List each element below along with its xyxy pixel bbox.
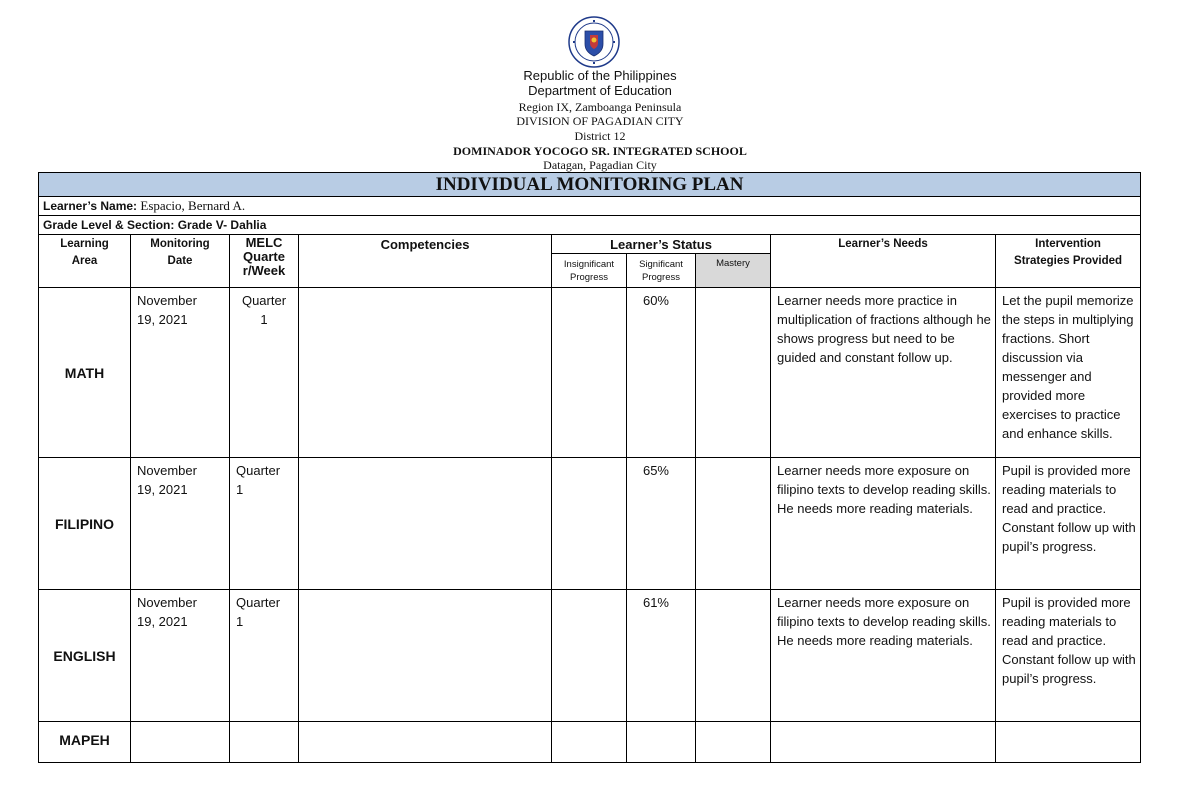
learners-needs-cell: Learner needs more practice in multiplication of fractions although he shows progress but need to be guided and constant follow up. [771, 288, 996, 458]
significant-cell: 61% [627, 590, 696, 722]
intervention-cell: Pupil is provided more reading materials to read and practice. Constant follow up with pupil’s progress. [996, 590, 1141, 722]
competencies-cell [299, 722, 552, 763]
deped-seal-icon [568, 16, 620, 68]
mastery-cell [696, 288, 771, 458]
table-row [39, 458, 1141, 590]
mastery-cell [696, 458, 771, 590]
monitoring-date-cell: November 19, 2021 [131, 590, 230, 722]
col-intervention: Intervention Strategies Provided [996, 235, 1141, 288]
mastery-cell [696, 590, 771, 722]
learners-needs-cell: Learner needs more exposure on filipino texts to develop reading skills. He needs more reading materials. [771, 458, 996, 590]
insignificant-cell [552, 590, 627, 722]
significant-cell [627, 722, 696, 763]
col-insignificant-progress: Insignificant Progress [552, 254, 627, 288]
significant-cell: 65% [627, 458, 696, 590]
col-mastery: Mastery [696, 254, 771, 288]
intervention-cell [996, 722, 1141, 763]
melc-cell: Quarter 1 [230, 458, 299, 590]
monitoring-plan-table [38, 172, 1141, 763]
country-line: Republic of the Philippines [523, 68, 677, 83]
learning-area-cell: ENGLISH [39, 590, 131, 722]
insignificant-cell [552, 288, 627, 458]
competencies-cell [299, 458, 552, 590]
col-learners-status: Learner’s Status [552, 235, 771, 254]
learner-name-value: Espacio, Bernard A. [140, 198, 246, 213]
grade-section-value: Grade V- Dahlia [177, 218, 267, 232]
school-address: Datagan, Pagadian City [543, 158, 657, 172]
learning-area-cell: MAPEH [39, 722, 131, 763]
learners-needs-cell: Learner needs more exposure on filipino texts to develop reading skills. He needs more reading materials. [771, 590, 996, 722]
learner-name-row [39, 197, 1141, 216]
table-row [39, 288, 1141, 458]
col-monitoring-date: Monitoring Date [131, 235, 230, 288]
col-learners-needs: Learner’s Needs [771, 235, 996, 288]
melc-cell: Quarter 1 [230, 288, 299, 458]
region-line: Region IX, Zamboanga Peninsula [518, 100, 682, 114]
col-significant-progress: Significant Progress [627, 254, 696, 288]
grade-section-label: Grade Level & Section: [43, 218, 175, 232]
school-name: DOMINADOR YOCOGO SR. INTEGRATED SCHOOL [453, 144, 747, 158]
competencies-cell [299, 590, 552, 722]
plan-title: INDIVIDUAL MONITORING PLAN [39, 173, 1141, 197]
learning-area-cell: FILIPINO [39, 458, 131, 590]
melc-cell: Quarter 1 [230, 590, 299, 722]
learner-name-label: Learner’s Name: [43, 199, 138, 213]
insignificant-cell [552, 722, 627, 763]
significant-cell: 60% [627, 288, 696, 458]
table-row [39, 722, 1141, 763]
learning-area-cell: MATH [39, 288, 131, 458]
department-line: Department of Education [528, 83, 672, 98]
intervention-cell: Let the pupil memorize the steps in multiplying fractions. Short discussion via messenger and provided more exercises to practice and enhance skills. [996, 288, 1141, 458]
col-melc: MELC Quarte r/Week [230, 235, 299, 288]
table-row [39, 590, 1141, 722]
monitoring-date-cell: November 19, 2021 [131, 288, 230, 458]
intervention-cell: Pupil is provided more reading materials to read and practice. Constant follow up with pupil’s progress. [996, 458, 1141, 590]
insignificant-cell [552, 458, 627, 590]
district-line: District 12 [574, 129, 626, 143]
grade-section-row [39, 216, 1141, 235]
mastery-cell [696, 722, 771, 763]
competencies-cell [299, 288, 552, 458]
col-competencies: Competencies [299, 235, 552, 288]
learners-needs-cell [771, 722, 996, 763]
monitoring-date-cell [131, 722, 230, 763]
col-learning-area: Learning Area [39, 235, 131, 288]
division-line: DIVISION OF PAGADIAN CITY [516, 114, 684, 128]
monitoring-date-cell: November 19, 2021 [131, 458, 230, 590]
melc-cell [230, 722, 299, 763]
